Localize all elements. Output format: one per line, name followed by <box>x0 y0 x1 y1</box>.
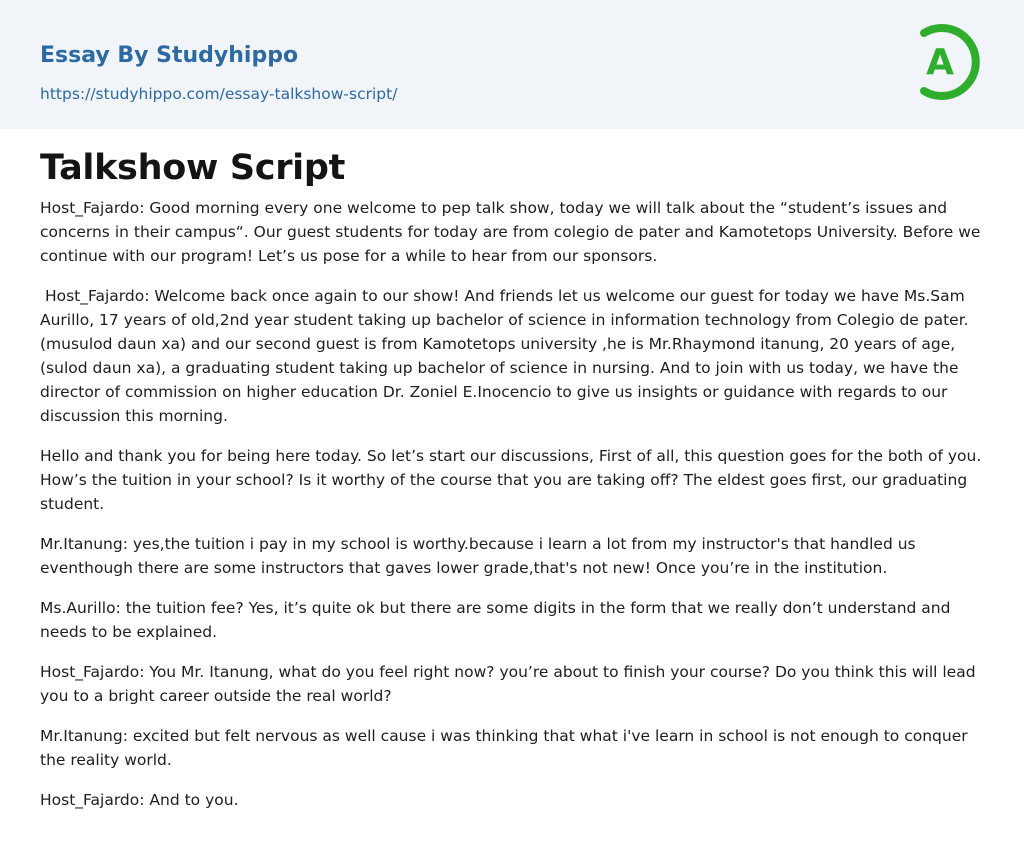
page-title: Talkshow Script <box>40 148 346 188</box>
article <box>40 146 988 828</box>
site-header <box>0 0 1024 129</box>
article-body <box>40 196 988 812</box>
paragraph-1: Host_Fajardo: Good morning every one welcome to pep talk show, today we will talk about the “student’s issues and concerns in their campus“. Our guest students for today are from colegio de pater and Kamotetops University. Before we continue with our program! Let’s us pose for a while to hear from our sponsors. <box>40 199 986 265</box>
paragraph-7: Mr.Itanung: excited but felt nervous as well cause i was thinking that what i've learn in school is not enough to conquer the reality world. <box>40 727 973 769</box>
paragraph-3: Hello and thank you for being here today. So let’s start our discussions, First of all, this question goes for the both of you. How’s the tuition in your school? Is it worthy of the course that you are taking off? The eldest goes first, our graduating student. <box>40 447 987 513</box>
paragraph-4: Mr.Itanung: yes,the tuition i pay in my school is worthy.because i learn a lot from my instructor's that handled us eventhough there are some instructors that gaves lower grade,that's not new! Once you’re in the institution. <box>40 535 921 577</box>
brand-title[interactable]: Essay By Studyhippo <box>40 43 299 68</box>
paragraph-2: Host_Fajardo: Welcome back once again to our show! And friends let us welcome our guest for today we have Ms.Sam Aurillo, 17 years of old,2nd year student taking up bachelor of science in information technology from Colegio de pater. (musulod daun xa) and our second guest is from Kamotetops university ,he is Mr.Rhaymond itanung, 20 years of age, (sulod daun xa), a graduating student taking up bachelor of science in nursing. And to join with us today, we have the director of commission on higher education Dr. Zoniel E.Inocencio to give us insights or guidance with regards to our discussion this morning. <box>40 287 974 425</box>
studyhippo-logo-icon[interactable] <box>912 19 986 105</box>
paragraph-6: Host_Fajardo: You Mr. Itanung, what do you feel right now? you’re about to finish your course? Do you think this will lead you to a bright career outside the real world? <box>40 663 981 705</box>
logo-letter: A <box>926 42 954 83</box>
paragraph-8: Host_Fajardo: And to you. <box>40 791 239 809</box>
essay-url-link[interactable]: https://studyhippo.com/essay-talkshow-script/ <box>40 85 398 103</box>
paragraph-5: Ms.Aurillo: the tuition fee? Yes, it’s quite ok but there are some digits in the form that we really don’t understand and needs to be explained. <box>40 599 956 641</box>
